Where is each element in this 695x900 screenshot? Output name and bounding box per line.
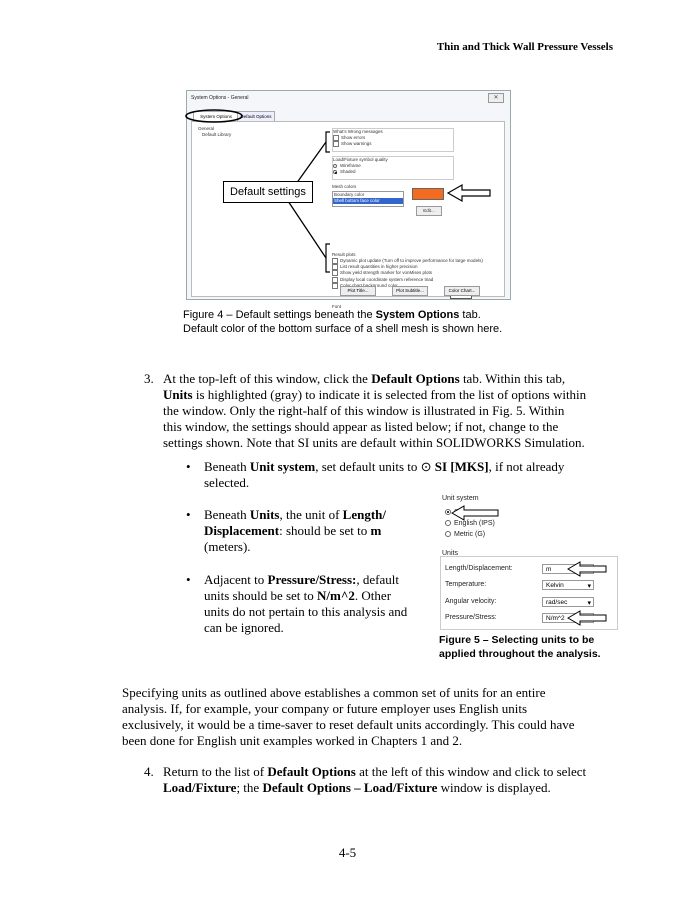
text-run-bold: Units: [249, 507, 280, 522]
checkbox-label: Show warnings: [341, 141, 372, 147]
caption-suffix: tab.: [459, 309, 481, 321]
bullet-icon: •: [186, 572, 191, 587]
step3-number: 3.: [144, 371, 154, 386]
bullet-line: selected.: [204, 475, 250, 490]
figure5-caption: [439, 633, 601, 661]
text-run: is highlighted (gray) to indicate it is selected from the list of options within: [192, 387, 587, 402]
text-run-bold: Default Options: [267, 764, 356, 779]
step3-line: [163, 371, 623, 387]
text-run: ; the: [236, 780, 263, 795]
close-icon: ✕: [488, 93, 504, 103]
text-run: units should be set to: [204, 588, 318, 603]
unit-system-label: Unit system: [442, 495, 479, 502]
pressure-unit-field: N/m^2: [542, 613, 594, 623]
temperature-unit-dropdown: Kelvin ▾: [542, 580, 594, 590]
text-run-bold: Default Options – Load/Fixture: [262, 780, 438, 795]
bracket: [326, 132, 330, 152]
unit-row-label: Angular velocity:: [445, 598, 497, 605]
figure5-arrows: [440, 500, 620, 630]
arrow-icon: [452, 506, 498, 520]
text-run: , if not already: [488, 459, 565, 474]
bullet-line: can be ignored.: [204, 620, 284, 635]
plot-subtitle-button: Plot Subtitle...: [392, 286, 428, 296]
units-paragraph: [122, 685, 622, 749]
text-run-bold: Unit system: [249, 459, 316, 474]
text-run-bold: Pressure/Stress:: [267, 572, 357, 587]
checkbox-label: Show errors: [341, 135, 366, 141]
tab-highlight-ellipse: [186, 110, 242, 122]
text-run: Return to the list of: [163, 764, 268, 779]
text-run: Adjacent to: [204, 572, 268, 587]
text-run: , set default units to ⊙: [315, 459, 435, 474]
step3-line: the window. Only the right-half of this window is illustrated in Fig. 5. Within: [163, 403, 565, 418]
bullet-line: units do not pertain to this analysis and: [204, 604, 408, 619]
paragraph-line: exclusively, it would be a time-saver to reset default units accordingly. This could have: [122, 717, 575, 732]
text-run-bold: Load/Fixture: [163, 780, 237, 795]
angular-velocity-unit-dropdown: rad/sec ▾: [542, 597, 594, 607]
edit-button: Edit...: [416, 206, 442, 216]
text-run-bold: m: [370, 523, 382, 538]
arrow-icon: [568, 611, 606, 625]
caption-line: applied throughout the analysis.: [439, 648, 601, 660]
step4-line: [163, 764, 623, 780]
radio-label: Shaded: [340, 169, 356, 174]
arrow-icon: [448, 185, 490, 201]
caption-line2: Default color of the bottom surface of a shell mesh is shown here.: [183, 323, 503, 335]
window-title: System Options - General: [191, 95, 249, 101]
step4-line: [163, 780, 623, 796]
list-item-selected: Shell bottom face color: [333, 198, 403, 204]
checkbox-label: Display local coordinate system reference triad: [340, 276, 434, 282]
running-header: Thin and Thick Wall Pressure Vessels: [436, 41, 613, 53]
group-title: What's Wrong messages: [333, 129, 383, 134]
step3-text: [163, 371, 623, 451]
text-run-bold: Displacement: [204, 523, 280, 538]
group-title: Result plots: [332, 252, 356, 257]
unit-row-label: Length/Displacement:: [445, 565, 513, 572]
paragraph-line: analysis. If, for example, your company or future employer uses English units: [122, 701, 528, 716]
bullet3-text: [204, 572, 424, 636]
text-run-bold: Length/: [342, 507, 386, 522]
step3-line: settings shown. Note that SI units are default within SOLIDWORKS Simulation.: [163, 435, 585, 450]
bullet-icon: •: [186, 507, 191, 522]
text-run: Beneath: [204, 459, 250, 474]
text-run: : should be set to: [279, 523, 371, 538]
text-run-bold: SI [MKS]: [434, 459, 489, 474]
bullet1-text: [204, 459, 624, 491]
paragraph-line: been done for English unit examples worked in Chapters 1 and 2.: [122, 733, 463, 748]
font-label: Font: [332, 304, 342, 309]
color-chart-button: Color Chart...: [444, 286, 480, 296]
bracket: [326, 244, 330, 272]
text-run: Beneath: [204, 507, 250, 522]
checkbox-label: Show yield strength marker for vonMises plots: [340, 270, 433, 276]
text-run: tab. Within this tab,: [459, 371, 566, 386]
default-settings-callout: [223, 181, 313, 203]
unit-row-label: Temperature:: [445, 581, 487, 588]
unit-row-label: Pressure/Stress:: [445, 614, 497, 621]
bullet-line: [204, 588, 424, 604]
paragraph-line: Specifying units as outlined above establishes a common set of units for an entire: [122, 685, 546, 700]
bullet-line: [204, 572, 424, 588]
step4-number: 4.: [144, 764, 154, 779]
figure4-caption: [183, 308, 502, 336]
checkbox-icon: [332, 283, 338, 289]
arrow-icon: [568, 562, 606, 576]
step3-line: [163, 387, 623, 403]
units-label: Units: [442, 550, 458, 557]
group-title: Load/Fixture symbol quality: [333, 157, 388, 162]
radio-label: English (IPS): [454, 520, 495, 527]
tree-item-default-library: Default Library: [202, 132, 232, 137]
caption-line: Figure 5 – Selecting units to be: [439, 634, 595, 646]
step3-line: this window, the settings should appear as listed below; if not, change to the: [163, 419, 559, 434]
text-run-bold: Default Options: [371, 371, 460, 386]
text-run: , the unit of: [279, 507, 343, 522]
text-run-bold: Units: [163, 387, 193, 402]
bullet-icon: •: [186, 459, 191, 474]
step4-text: [163, 764, 623, 796]
text-run: window is displayed.: [437, 780, 551, 795]
bullet-line: (meters).: [204, 539, 251, 554]
bullet2-text: [204, 507, 424, 555]
callout-text: Default settings: [230, 186, 306, 198]
tab-system-options: System Options: [193, 111, 239, 122]
text-run: . Other: [354, 588, 392, 603]
checkbox-label: Dynamic plot update (Turn off to improve performance for large models): [340, 258, 483, 264]
radio-label: Metric (G): [454, 531, 486, 538]
text-run: At the top-left of this window, click the: [163, 371, 372, 386]
tab-default-options: Default Options: [237, 111, 275, 122]
plot-title-button: Plot Title...: [340, 286, 376, 296]
radio-label: Wireframe: [340, 163, 361, 168]
group-title: Mesh colors: [332, 184, 357, 189]
caption-prefix: Figure 4 – Default settings beneath the: [183, 309, 376, 321]
checkbox-label: List result quantities in higher precision: [340, 264, 418, 270]
text-run: , default: [356, 572, 399, 587]
page-number: 4-5: [338, 845, 357, 860]
tree-item-general: General: [198, 126, 215, 131]
caption-bold: System Options: [375, 309, 460, 321]
bullet-line: [204, 523, 424, 539]
callout-line: [286, 198, 326, 258]
list-item: Boundary color: [334, 192, 365, 197]
text-run-bold: N/m^2: [317, 588, 355, 603]
bullet-line: [204, 507, 424, 523]
text-run: at the left of this window and click to select: [355, 764, 587, 779]
bullet-line: [204, 459, 624, 475]
length-unit-field: m: [542, 564, 594, 574]
